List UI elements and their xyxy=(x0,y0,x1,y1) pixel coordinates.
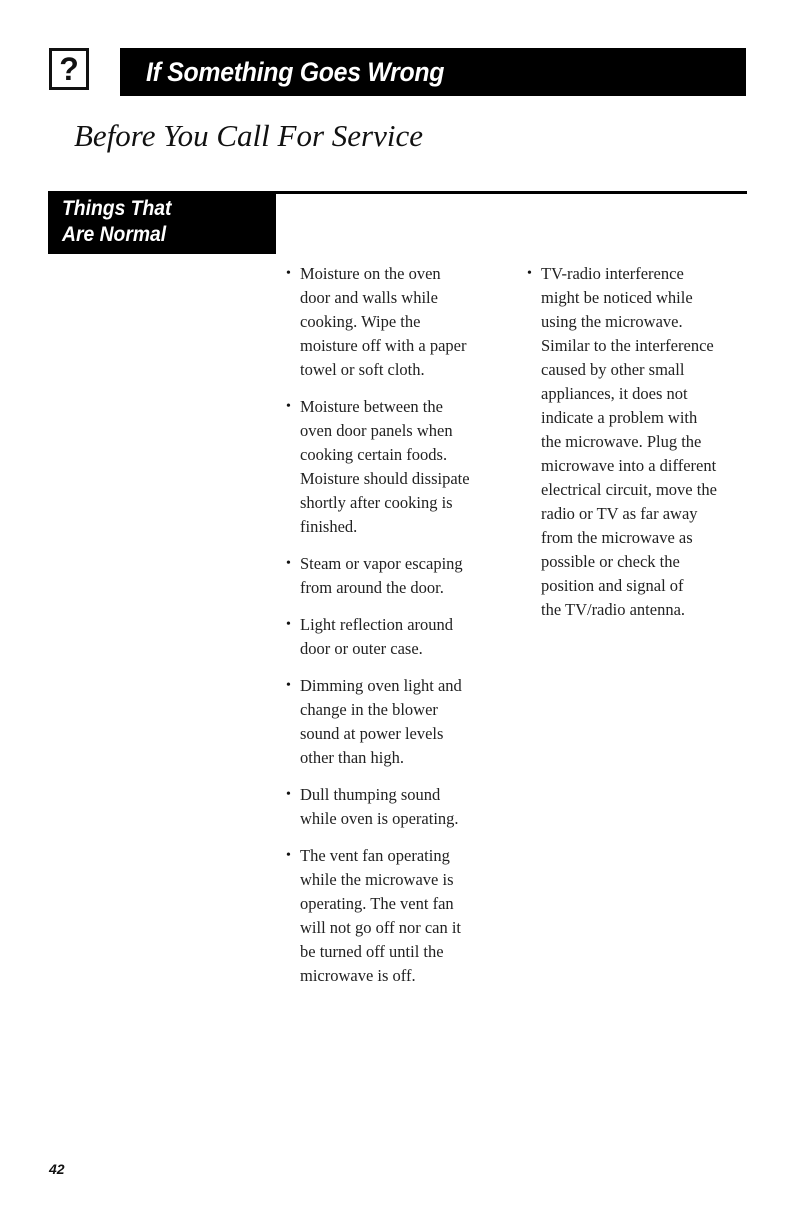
bullet-icon: • xyxy=(286,266,291,281)
list-item-text: Moisture between the oven door panels when cooking certain foods. Moisture should dissipate shortly after cooking is finished. xyxy=(300,397,470,536)
section-label xyxy=(48,191,276,254)
list-item-text: TV-radio interference might be noticed while using the microwave. Similar to the interference caused by other small appliances, it does not indicate a problem with the microwave. Plug the microwave into a different electrical circuit, move the radio or TV as far away from the microwave as possible or check the position and signal of the TV/radio antenna. xyxy=(541,264,717,619)
help-question-glyph: ? xyxy=(59,51,79,87)
list-item-text: Light reflection around door or outer case. xyxy=(300,615,454,658)
list-item xyxy=(285,552,515,600)
bullet-icon: • xyxy=(286,399,291,414)
section-divider xyxy=(276,191,747,194)
page-number: 42 xyxy=(49,1161,65,1177)
list-item xyxy=(285,674,515,770)
bullet-icon: • xyxy=(286,617,291,632)
bullet-icon: • xyxy=(286,678,291,693)
list-item-text: Dimming oven light and change in the blower sound at power levels other than high. xyxy=(300,676,462,767)
bullet-icon: • xyxy=(286,556,291,571)
bullet-icon: • xyxy=(286,787,291,802)
right-column xyxy=(526,262,756,635)
list-item xyxy=(285,262,515,382)
list-item-text: Dull thumping sound while oven is operating. xyxy=(300,785,459,828)
list-item xyxy=(526,262,756,622)
list-item xyxy=(285,395,515,539)
section-label-line1: Things That xyxy=(62,197,172,220)
list-item-text: The vent fan operating while the microwave is operating. The vent fan will not go off nor can it be turned off until the microwave is off. xyxy=(300,846,462,985)
page-title: If Something Goes Wrong xyxy=(146,56,445,87)
list-item xyxy=(285,613,515,661)
bullet-icon: • xyxy=(286,848,291,863)
list-item-text: Moisture on the oven door and walls while cooking. Wipe the moisture off with a paper towel or soft cloth. xyxy=(300,264,467,379)
list-item-text: Steam or vapor escaping from around the door. xyxy=(300,554,463,597)
list-item xyxy=(285,844,515,988)
title-bar xyxy=(120,48,746,96)
page-subtitle: Before You Call For Service xyxy=(74,118,423,153)
left-column xyxy=(285,262,515,1001)
section-label-line2: Are Normal xyxy=(62,223,167,246)
bullet-icon: • xyxy=(527,266,532,281)
list-item xyxy=(285,783,515,831)
help-question-icon xyxy=(49,48,89,90)
